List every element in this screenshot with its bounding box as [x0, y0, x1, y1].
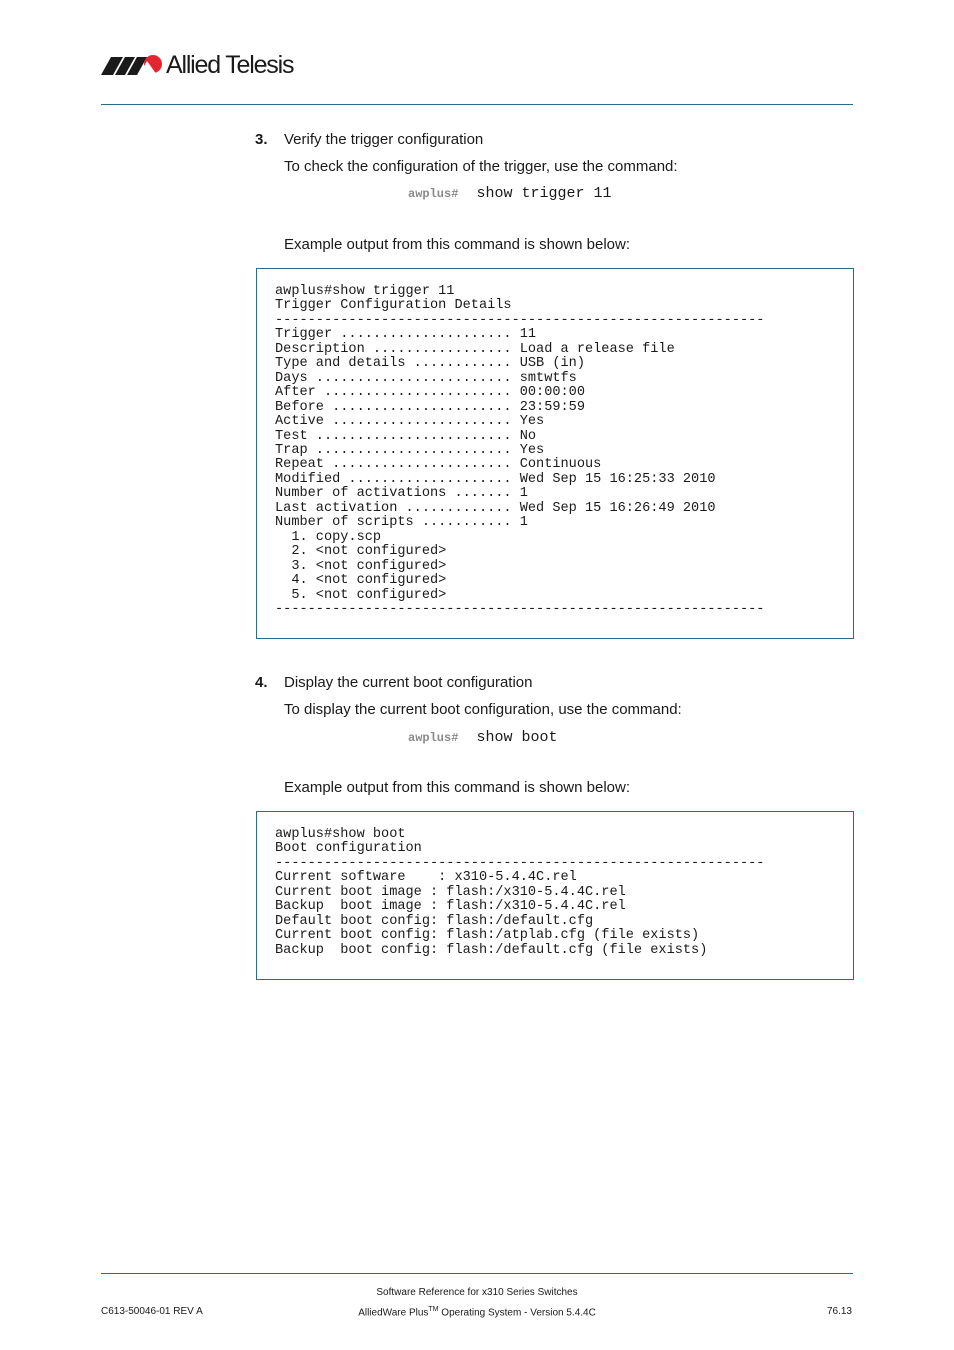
step-intro: To display the current boot configuration, use the command: [284, 701, 682, 718]
footer-title: Software Reference for x310 Series Switches [376, 1287, 578, 1298]
logo-wordmark: Allied Telesis [166, 51, 294, 79]
command-text: show boot [476, 729, 558, 746]
footer-page-number: 76.13 [826, 1306, 852, 1317]
step-title: Verify the trigger configuration [284, 131, 484, 148]
command-text: show trigger 11 [476, 185, 612, 202]
command-line [408, 729, 557, 746]
logo-mark-icon [101, 55, 163, 75]
command-output: awplus#show trigger 11 Trigger Configuration Details ------------------------------------------------------------ Trigger ..................... 11 Description ................. Load a release file Type and details ............ USB (in) Days ........................ smtwtfs After ....................... 00:00:00 Before ...................... 23:59:59 Active ...................... Yes Test ........................ No Trap ........................ Yes Repeat ...................... Continuous Modified .................... Wed Sep 15 16:25:33 2010 Number of activations ....... 1 Last activation ............. Wed Sep 15 16:26:49 2010 Number of scripts ........... 1 1. copy.scp 2. <not configured> 3. <not configured> 4. <not configured> 5. <not configured> ------------------------------------------------------------ [275, 284, 765, 617]
footer-os [0, 1306, 954, 1318]
trademark-mark: TM [428, 1306, 439, 1313]
footer-doc-id: C613-50046-01 REV A [101, 1306, 203, 1317]
step-title: Display the current boot configuration [284, 674, 533, 691]
footer-os-suffix: Operating System - Version 5.4.4C [438, 1307, 596, 1319]
output-box [256, 811, 854, 980]
output-box [256, 268, 854, 639]
example-label: Example output from this command is shown below: [284, 779, 630, 796]
example-label: Example output from this command is shown below: [284, 236, 630, 253]
footer-rule [101, 1273, 853, 1274]
command-prompt: awplus# [408, 187, 459, 201]
brand-logo [101, 50, 293, 80]
command-output: awplus#show boot Boot configuration ------------------------------------------------------------ Current software : x310-5.4.4C.rel Current boot image : flash:/x310-5.4.4C.rel Backup boot image : flash:/x310-5.4.4C.rel Default boot config: flash:/default.cfg Current boot config: flash:/atplab.cfg (file exists) Backup boot config: flash:/default.cfg (file exists) [275, 827, 765, 958]
step-number: 4. [255, 674, 268, 691]
command-prompt: awplus# [408, 731, 459, 745]
header-rule [101, 104, 853, 105]
footer-os-name: AlliedWare Plus [358, 1307, 429, 1319]
command-line [408, 185, 611, 202]
step-number: 3. [255, 131, 268, 148]
step-intro: To check the configuration of the trigger, use the command: [284, 158, 678, 175]
